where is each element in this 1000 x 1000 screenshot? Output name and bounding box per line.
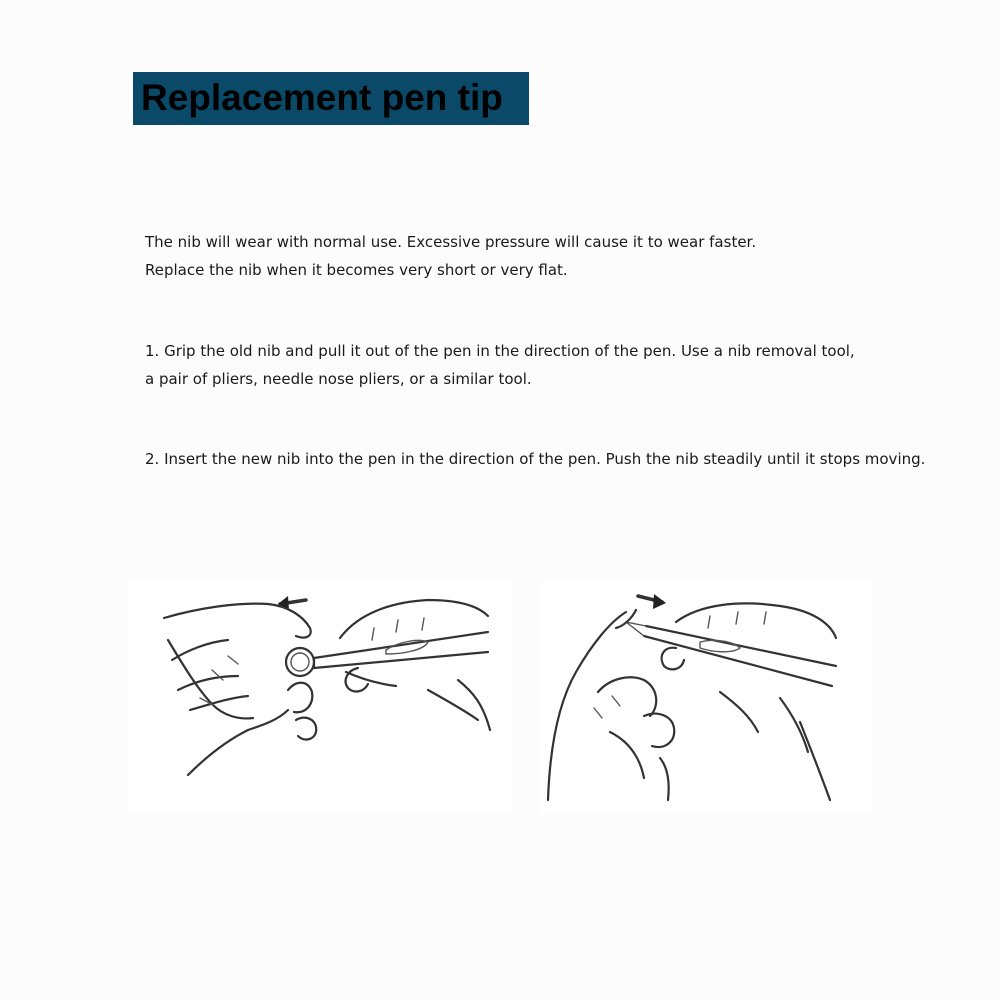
insert-nib-illustration <box>540 582 872 814</box>
intro-paragraph <box>145 228 756 284</box>
arrow-right-icon <box>638 594 666 609</box>
step-1-line-2: a pair of pliers, needle nose pliers, or a similar tool. <box>145 370 532 388</box>
intro-line-1: The nib will wear with normal use. Excessive pressure will cause it to wear faster. <box>145 233 757 251</box>
remove-nib-illustration <box>128 580 513 812</box>
step-2-paragraph <box>145 445 925 473</box>
intro-line-2: Replace the nib when it becomes very short or very flat. <box>145 261 568 279</box>
step-1-paragraph <box>145 337 855 393</box>
remove-nib-drawing <box>128 580 513 812</box>
title-banner <box>133 72 529 125</box>
step-2-line-1: 2. Insert the new nib into the pen in the direction of the pen. Push the nib steadily until it stops moving. <box>145 450 926 468</box>
insert-nib-drawing <box>540 582 872 814</box>
step-1-line-1: 1. Grip the old nib and pull it out of the pen in the direction of the pen. Use a nib removal tool, <box>145 342 855 360</box>
page-title: Replacement pen tip <box>141 77 503 118</box>
